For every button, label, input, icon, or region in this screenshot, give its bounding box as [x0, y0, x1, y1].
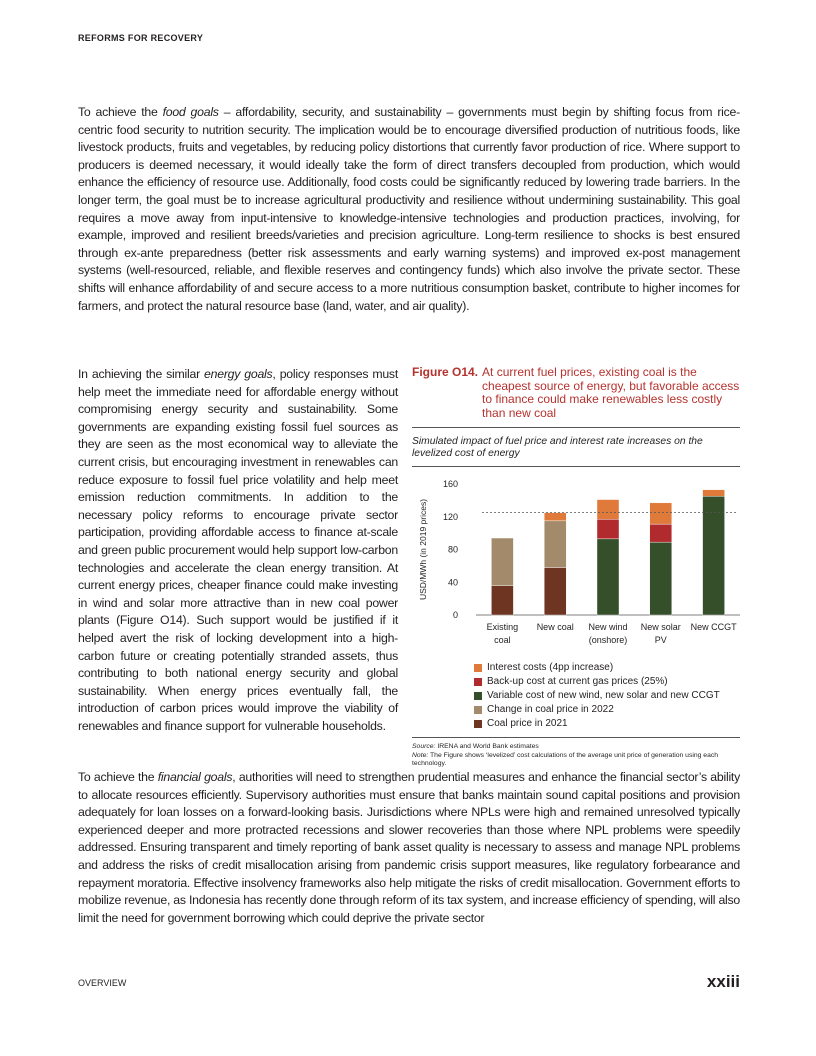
legend-item — [474, 717, 740, 731]
bar-segment — [703, 490, 725, 497]
legend-label: Interest costs (4pp increase) — [487, 662, 614, 674]
bar-segment — [597, 500, 619, 520]
bar-segment — [650, 524, 672, 542]
note-text: The Figure shows ‘levelized’ cost calculations of the average unit price of generation using each technology. — [412, 751, 719, 768]
x-tick-label: coal — [494, 635, 511, 646]
emphasis: energy goals — [204, 367, 273, 381]
bar-segment — [597, 539, 619, 615]
figure-title — [412, 366, 740, 420]
y-tick-label: 120 — [442, 512, 458, 523]
text: To achieve the — [78, 770, 158, 784]
x-tick-label: (onshore) — [588, 635, 628, 646]
note-label: Note: — [412, 751, 429, 759]
bar-segment — [544, 521, 566, 568]
y-tick-label: 160 — [442, 479, 458, 490]
bar-segment — [544, 513, 566, 521]
legend-swatch — [474, 706, 482, 714]
figure-label: Figure O14. — [412, 365, 479, 379]
food-goals-paragraph — [78, 104, 740, 315]
divider — [412, 427, 740, 428]
divider — [412, 466, 740, 467]
figure-caption: At current fuel prices, existing coal is the cheapest source of energy, but favorable access to finance could make renewables less costly than new coal — [482, 365, 740, 420]
bar-segment — [650, 543, 672, 616]
legend-swatch — [474, 664, 482, 672]
bar-segment — [491, 586, 513, 615]
financial-goals-paragraph — [78, 769, 740, 927]
x-tick-label: PV — [654, 635, 667, 646]
x-tick-label: New coal — [536, 622, 574, 633]
bar-segment — [491, 538, 513, 585]
bar-segment — [597, 520, 619, 540]
legend-label: Change in coal price in 2022 — [487, 704, 614, 716]
bar-segment — [703, 497, 725, 616]
page-number: xxiii — [706, 972, 740, 991]
legend-swatch — [474, 678, 482, 686]
text: In achieving the similar — [78, 367, 205, 381]
y-tick-label: 80 — [447, 544, 458, 555]
legend-swatch — [474, 692, 482, 700]
footer-section: OVERVIEW — [78, 978, 127, 988]
legend-item — [474, 703, 740, 717]
energy-goals-paragraph — [78, 366, 398, 735]
bar-segment — [650, 503, 672, 524]
legend-label: Back-up cost at current gas prices (25%) — [487, 676, 668, 688]
figure-source — [412, 743, 740, 769]
chart-subtitle: Simulated impact of fuel price and interest rate increases on the levelized cost of energy — [412, 436, 703, 460]
x-tick-label: New CCGT — [690, 622, 737, 633]
legend-swatch — [474, 720, 482, 728]
x-tick-label: New wind — [588, 622, 628, 633]
running-head: REFORMS FOR RECOVERY — [78, 33, 204, 43]
emphasis: financial goals — [157, 770, 233, 784]
bar-segment — [544, 568, 566, 615]
legend-item — [474, 661, 740, 675]
legend-item — [474, 689, 740, 703]
x-tick-label: Existing — [486, 622, 519, 633]
x-tick-label: New solar — [640, 622, 681, 633]
text: To achieve the — [78, 105, 163, 119]
figure-o14 — [412, 366, 740, 769]
source-text: IRENA and World Bank estimates — [435, 743, 539, 751]
text: , policy responses must help meet the immediate need for affordable energy without compromising energy security and sustainability. Some governments are expanding existing fossil fuel sources as they are seen as the most economical way to alleviate the current crisis, but encouraging investment in renewables can reduce exposure to fossil fuel price volatility and help meet emission reduction commitments. In addition to the necessary policy reforms to encourage private sector participation, providing affordable access to finance at-scale and green public procurement would help support low-carbon technologies and accelerate the clean energy transition. At current energy prices, cheaper finance could make investing in wind and solar more attractive than in new coal power plants (Figure O14). Such support would be justified if it helped avert the risk of locking development into a high-carbon future or creating potentially stranded assets, thus contributing to both national energy security and global sustainability. When energy prices eventually fall, the introduction of carbon prices would improve the viability of renewables and finance support for vulnerable households. — [78, 367, 399, 733]
legend-label: Coal price in 2021 — [487, 718, 568, 730]
legend-label: Variable cost of new wind, new solar and new CCGT — [487, 690, 720, 702]
stacked-bar-chart — [412, 471, 740, 661]
source-label: Source: — [412, 743, 436, 751]
y-tick-label: 40 — [447, 577, 458, 588]
y-tick-label: 0 — [452, 610, 458, 621]
y-axis-label: USD/MWh (in 2019 prices) — [418, 499, 428, 601]
text: , authorities will need to strengthen prudential measures and enhance the financial sector’s ability to allocate resources efficiently. Supervisory authorities must ensure that banks maintain sound capital positions and provision adequately for loan losses on a forward-looking basis. Jurisdictions where NPLs were high and remained unresolved typically experienced deeper and more protracted recessions and slower recoveries than those where NPL problems were speedily addressed. Ensuring transparent and timely reporting of bank asset quality is necessary to assess and manage NPL problems and address the risks of credit misallocation arising from pandemic crisis support measures, like regulatory forbearance and repayment moratoria. Effective insolvency frameworks also help mitigate the risks of credit misallocation. Government efforts to mobilize revenue, as Indonesia has recently done through reform of its tax system, and increase efficiency of spending, will also limit the need for government borrowing which could deprive the private sector — [78, 770, 740, 925]
chart-legend — [474, 661, 740, 731]
emphasis: food goals — [162, 105, 219, 119]
legend-item — [474, 675, 740, 689]
divider — [412, 737, 740, 738]
text: – affordability, security, and sustainability – governments must begin by shifting focus from rice-centric food security to nutrition security. The implication would be to encourage diversified production of nutritious foods, like livestock products, fruits and vegetables, by reducing policy distortions that currently favor production of rice. Where support to producers is deemed necessary, it would ideally take the form of direct transfers decoupled from production, which would enhance the efficiency of resource use. Additionally, food costs could be significantly reduced by lowering trade barriers. In the longer term, the goal must be to increase agricultural productivity and resilience without undermining sustainability. This goal requires a move away from input-intensive to knowledge-intensive technologies and production practices, involving, for example, improved and resilient breeds/varieties and precision agriculture. Long-term resilience to shocks is best ensured through ex-ante preparedness (better risk assessments and early warning systems) and improved ex-post management systems (well-resourced, reliable, and flexible reserves and contingency funds) which also involve the private sector. These shifts will enhance affordability of and secure access to a more nutritious consumption basket, contribute to higher incomes for farmers, and protect the natural resource base (land, water, and air quality). — [78, 105, 740, 313]
